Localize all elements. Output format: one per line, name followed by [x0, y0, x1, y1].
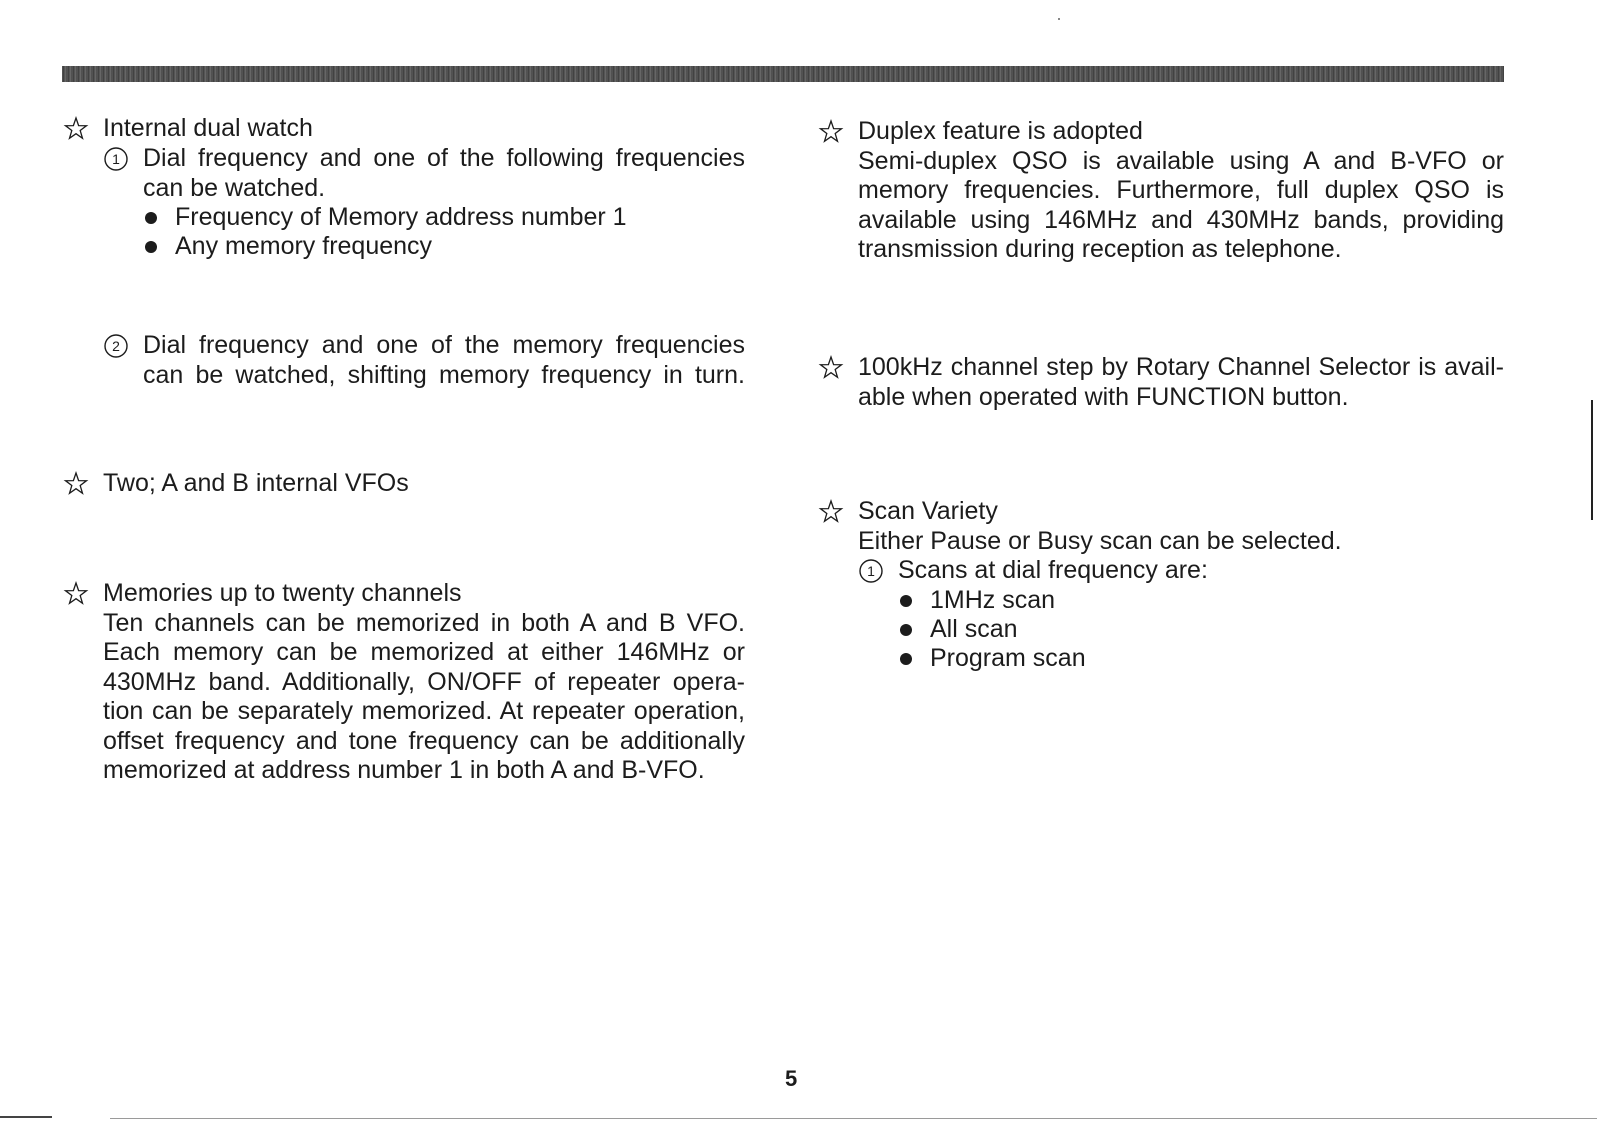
text-line: Dial frequency and one of the memory frequencies	[143, 331, 745, 359]
bullet-icon	[900, 595, 912, 607]
text-line: 100kHz channel step by Rotary Channel Selector is avail-	[858, 353, 1504, 381]
duplex-section	[818, 117, 1508, 272]
section-heading: Memories up to twenty channels	[103, 579, 462, 607]
text-line: Dial frequency and one of the following frequencies	[143, 144, 745, 172]
bullet-icon	[900, 624, 912, 636]
text-line: offset frequency and tone frequency can be additionally	[103, 726, 745, 755]
text-line: memorized at address number 1 in both A and B-VFO.	[103, 756, 705, 784]
top-rule-band	[62, 66, 1504, 82]
circled-number-icon	[103, 146, 129, 172]
star-icon	[63, 581, 89, 607]
text-line: Semi-duplex QSO is available using A and B-VFO or	[858, 146, 1504, 175]
star-icon	[63, 471, 89, 497]
scan-variety-section: Scan Variety Either Pause or Busy scan can be selected. 1 Scans at dial frequency are: 1MHz scan All scan Program scan	[818, 497, 1508, 682]
scan-speck	[1058, 18, 1060, 20]
text-line: can be watched, shifting memory frequency in turn.	[143, 360, 745, 389]
page-number: 5	[785, 1066, 798, 1091]
section-heading: Internal dual watch	[103, 114, 313, 142]
text-line: available using 146MHz and 430MHz bands, providing	[858, 205, 1504, 234]
section-heading: Two; A and B internal VFOs	[103, 469, 409, 497]
binding-edge-mark	[1591, 400, 1593, 520]
text-line: transmission during reception as telephone.	[858, 235, 1342, 263]
circled-number-icon	[103, 333, 129, 359]
bottom-edge-mark	[0, 1116, 52, 1118]
numbered-item-1	[858, 556, 1458, 586]
memories-section	[63, 579, 753, 789]
text-line: able when operated with FUNCTION button.	[858, 382, 1349, 411]
numbered-item-2	[103, 331, 745, 391]
text-line: can be watched.	[143, 173, 326, 202]
star-icon	[818, 499, 844, 525]
numbered-item-1	[103, 144, 745, 204]
star-icon	[63, 116, 89, 142]
svg-text:1: 1	[867, 563, 875, 579]
text-line: tion can be separately memorized. At repeater operation,	[103, 697, 745, 725]
bottom-edge-line	[110, 1118, 1597, 1119]
text-line: memory frequencies. Furthermore, full duplex QSO is	[858, 176, 1504, 204]
text-line: Each memory can be memorized at either 146MHz or	[103, 638, 745, 666]
dual-watch-section: Internal dual watch 1 Dial frequency and one of the following frequencies can be watched. Frequency of Memory address number 1 Any memory frequency 2 Dial frequency and one of the memory frequencies can be watched, shifting memory frequency in turn.	[63, 114, 753, 434]
text-line: 430MHz band. Additionally, ON/OFF of repeater opera-	[103, 667, 745, 696]
text-line: Either Pause or Busy scan can be selected.	[858, 526, 1342, 555]
bullet-icon	[145, 212, 157, 224]
circled-number-icon	[858, 558, 884, 584]
star-icon	[818, 119, 844, 145]
section-heading: Scan Variety	[858, 497, 998, 525]
svg-text:1: 1	[112, 151, 120, 167]
text-line: Ten channels can be memorized in both A and B VFO.	[103, 608, 745, 637]
section-heading: Duplex feature is adopted	[858, 117, 1143, 145]
vfos-section	[63, 469, 753, 501]
svg-text:2: 2	[112, 338, 120, 354]
channel-step-section	[818, 353, 1508, 415]
bullet-icon	[900, 653, 912, 665]
text-line: Scans at dial frequency are:	[898, 556, 1208, 584]
bullet-icon	[145, 241, 157, 253]
star-icon	[818, 355, 844, 381]
